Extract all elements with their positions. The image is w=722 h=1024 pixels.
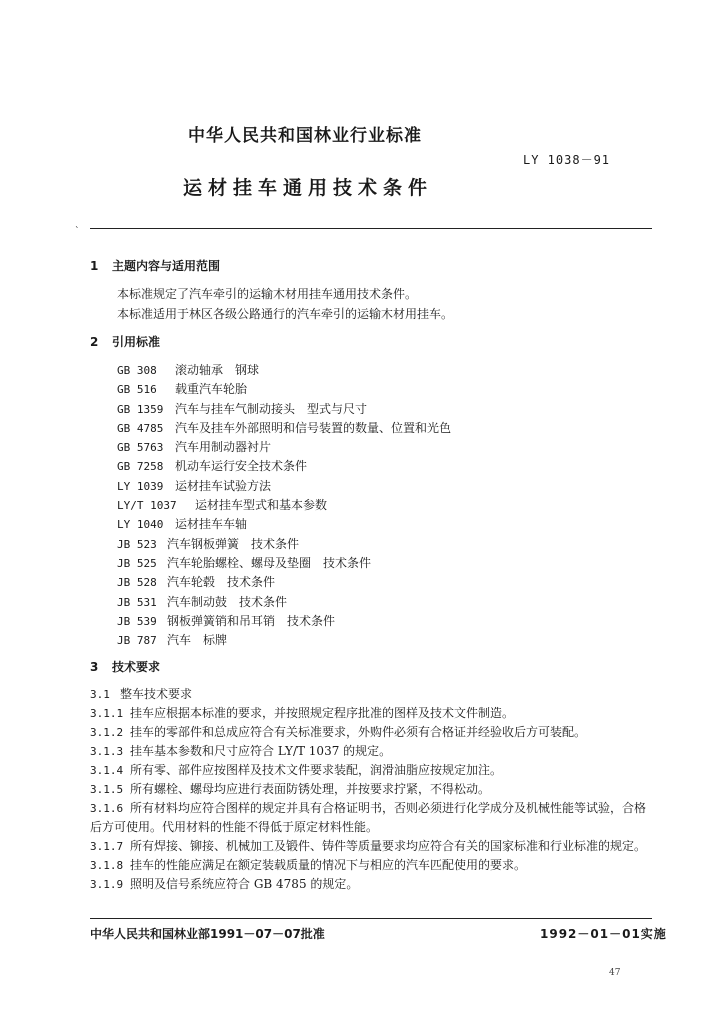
reference-item: [117, 438, 451, 457]
scan-mark: `: [75, 227, 80, 237]
reference-name: 汽车及挂车外部照明和信号装置的数量、位置和光色: [175, 420, 452, 435]
reference-item: [117, 554, 451, 573]
reference-name: 运材挂车试验方法: [175, 478, 272, 493]
clause-item: [90, 837, 656, 856]
section-1-paragraph: 本标准适用于林区各级公路通行的汽车牵引的运输木材用挂车。: [117, 307, 454, 321]
clause-number: 3.1.9: [90, 878, 124, 891]
clause-text: 所有零、部件应按图样及技术文件要求装配，润滑油脂应按规定加注。: [130, 763, 503, 777]
reference-name: 汽车钢板弹簧 技术条件: [167, 536, 300, 551]
section-3-number: 3: [90, 660, 99, 674]
clause-text: 挂车的性能应满足在额定装载质量的情况下与相应的汽车匹配使用的要求。: [130, 858, 527, 872]
clause-text: 挂车应根据本标准的要求，并按照规定程序批准的图样及技术文件制造。: [130, 706, 515, 720]
clause-text: 所有焊接、铆接、机械加工及锻件、铸件等质量要求均应符合有关的国家标准和行业标准的规定。: [130, 839, 647, 853]
reference-name: 汽车轮胎螺栓、螺母及垫圈 技术条件: [167, 555, 372, 570]
section-1-heading: [90, 257, 220, 274]
header-divider: [90, 228, 652, 229]
section-2-title: 引用标准: [112, 335, 161, 349]
reference-name: 机动车运行安全技术条件: [175, 459, 308, 474]
reference-code: JB 525: [117, 556, 157, 570]
section-1-number: 1: [90, 259, 99, 273]
reference-name: 钢板弹簧销和吊耳销 技术条件: [167, 613, 336, 628]
reference-code: LY 1040: [117, 518, 164, 532]
reference-item: [117, 631, 451, 650]
reference-name: 汽车轮毂 技术条件: [167, 575, 276, 590]
reference-code: GB 516: [117, 383, 157, 397]
reference-item: [117, 477, 451, 496]
clause-item: [90, 704, 656, 723]
reference-name: 汽车制动鼓 技术条件: [167, 594, 288, 609]
reference-code: LY/T 1037: [117, 499, 177, 513]
clause-item: [90, 875, 656, 894]
section-3-heading: [90, 658, 160, 675]
clause-text: 挂车的零部件和总成应符合有关标准要求，外购件必须有合格证并经验收后方可装配。: [130, 725, 587, 739]
approval-line: 中华人民共和国林业部1991－07－07批准: [90, 927, 325, 941]
reference-code: GB 4785: [117, 421, 164, 435]
clause-text: 所有材料均应符合图样的规定并具有合格证明书，否则必须进行化学成分及机械性能等试验，合格后方可使用。代用材料的性能不得低于原定材料性能。: [90, 801, 647, 834]
clause-item: [90, 856, 656, 875]
reference-name: 运材挂车车轴: [175, 517, 248, 532]
clause-number: 3.1.8: [90, 859, 124, 872]
section-3-title: 技术要求: [112, 660, 161, 674]
reference-code: JB 787: [117, 634, 157, 648]
reference-item: [117, 496, 451, 515]
clause-text: 所有螺栓、螺母均应进行表面防锈处理，并按要求拧紧，不得松动。: [130, 782, 491, 796]
reference-code: JB 523: [117, 537, 157, 551]
reference-item: [117, 612, 451, 631]
clause-item: [90, 780, 656, 799]
reference-item: [117, 535, 451, 554]
clause-text: 整车技术要求: [120, 687, 193, 701]
clause-number: 3.1: [90, 688, 110, 701]
reference-name: 汽车用制动器衬片: [175, 440, 272, 455]
reference-name: 滚动轴承 钢球: [175, 363, 260, 377]
reference-code: GB 5763: [117, 441, 164, 455]
section-2-heading: [90, 333, 160, 350]
standard-title: 中华人民共和国林业行业标准: [188, 126, 422, 146]
clause-number: 3.1.3: [90, 745, 124, 758]
clause-number: 3.1.1: [90, 707, 124, 720]
clause-text: 照明及信号系统应符合 GB 4785 的规定。: [130, 877, 359, 891]
reference-code: GB 308: [117, 364, 157, 377]
reference-item: [117, 457, 451, 476]
reference-item: [117, 593, 451, 612]
reference-name: 汽车 标牌: [167, 633, 228, 648]
effective-date: 1992－01－01实施: [540, 927, 667, 941]
clause-item: [90, 685, 656, 704]
standard-code: LY 1038－91: [523, 153, 611, 167]
reference-item: [117, 573, 451, 592]
reference-code: LY 1039: [117, 479, 164, 493]
reference-item: [117, 361, 451, 380]
reference-item: [117, 419, 451, 438]
reference-code: GB 7258: [117, 460, 164, 474]
reference-item: [117, 515, 451, 534]
clause-list: [90, 685, 656, 894]
document-title: 运材挂车通用技术条件: [183, 177, 434, 199]
section-1-paragraph: 本标准规定了汽车牵引的运输木材用挂车通用技术条件。: [117, 287, 418, 301]
clause-number: 3.1.6: [90, 802, 124, 815]
page-number: 47: [609, 968, 621, 978]
clause-number: 3.1.4: [90, 764, 124, 777]
reference-name: 运材挂车型式和基本参数: [195, 498, 328, 513]
clause-item: [90, 742, 656, 761]
reference-name: 汽车与挂车气制动接头 型式与尺寸: [175, 401, 368, 416]
clause-number: 3.1.5: [90, 783, 124, 796]
reference-list: [117, 361, 451, 650]
reference-code: JB 528: [117, 576, 157, 590]
reference-code: JB 531: [117, 595, 157, 609]
clause-item: [90, 799, 656, 837]
footer-divider: [90, 918, 652, 919]
clause-number: 3.1.7: [90, 840, 124, 853]
section-2-number: 2: [90, 335, 99, 349]
reference-item: [117, 380, 451, 399]
clause-item: [90, 761, 656, 780]
reference-code: JB 539: [117, 614, 157, 628]
clause-number: 3.1.2: [90, 726, 124, 739]
section-1-title: 主题内容与适用范围: [112, 259, 221, 273]
clause-item: [90, 723, 656, 742]
reference-code: GB 1359: [117, 402, 164, 416]
reference-item: [117, 400, 451, 419]
clause-text: 挂车基本参数和尺寸应符合 LY/T 1037 的规定。: [130, 744, 392, 758]
reference-name: 载重汽车轮胎: [175, 382, 248, 397]
